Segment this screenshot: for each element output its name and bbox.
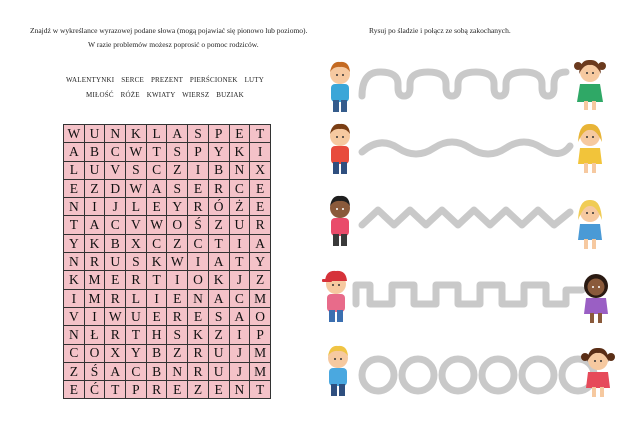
grid-cell[interactable]: W bbox=[126, 179, 147, 197]
grid-cell[interactable]: C bbox=[188, 234, 209, 252]
grid-cell[interactable]: X bbox=[250, 161, 271, 179]
grid-cell[interactable]: K bbox=[146, 253, 167, 271]
grid-cell[interactable]: M bbox=[250, 289, 271, 307]
grid-cell[interactable]: S bbox=[208, 307, 229, 325]
grid-cell[interactable]: O bbox=[167, 216, 188, 234]
trace-path-zigzag[interactable] bbox=[362, 210, 570, 225]
grid-cell[interactable]: R bbox=[208, 179, 229, 197]
grid-cell[interactable]: I bbox=[167, 271, 188, 289]
grid-cell[interactable]: R bbox=[105, 289, 126, 307]
grid-cell[interactable]: A bbox=[146, 179, 167, 197]
girl-yellow-hair-icon bbox=[578, 124, 602, 173]
grid-cell[interactable]: H bbox=[146, 326, 167, 344]
grid-cell[interactable]: W bbox=[167, 253, 188, 271]
grid-cell[interactable]: R bbox=[105, 326, 126, 344]
grid-cell[interactable]: M bbox=[250, 344, 271, 362]
grid-cell[interactable]: J bbox=[229, 271, 250, 289]
grid-cell[interactable]: U bbox=[84, 125, 105, 143]
grid-cell[interactable]: A bbox=[64, 143, 85, 161]
grid-cell[interactable]: I bbox=[188, 253, 209, 271]
grid-cell[interactable]: W bbox=[126, 143, 147, 161]
grid-cell[interactable]: A bbox=[208, 289, 229, 307]
grid-cell[interactable]: V bbox=[64, 307, 85, 325]
grid-cell[interactable]: Ł bbox=[84, 326, 105, 344]
grid-cell[interactable]: Ż bbox=[229, 198, 250, 216]
word-item: WALENTYNKI bbox=[65, 76, 115, 84]
grid-cell[interactable]: C bbox=[105, 216, 126, 234]
grid-cell[interactable]: E bbox=[146, 198, 167, 216]
grid-cell[interactable]: T bbox=[146, 143, 167, 161]
grid-cell[interactable]: A bbox=[208, 253, 229, 271]
grid-cell[interactable]: E bbox=[146, 307, 167, 325]
grid-cell[interactable]: S bbox=[167, 179, 188, 197]
boy-heart-shirt-icon bbox=[330, 196, 350, 246]
grid-cell[interactable]: S bbox=[126, 161, 147, 179]
grid-cell[interactable]: I bbox=[188, 161, 209, 179]
grid-cell[interactable]: C bbox=[126, 362, 147, 380]
grid-cell[interactable]: B bbox=[146, 362, 167, 380]
grid-cell[interactable]: K bbox=[208, 271, 229, 289]
grid-cell[interactable]: I bbox=[84, 307, 105, 325]
trace-path-circles[interactable] bbox=[362, 359, 594, 391]
grid-cell[interactable]: Z bbox=[188, 381, 209, 399]
grid-cell[interactable]: C bbox=[146, 161, 167, 179]
grid-cell[interactable]: M bbox=[250, 362, 271, 380]
grid-cell[interactable]: N bbox=[64, 198, 85, 216]
grid-cell[interactable]: J bbox=[105, 198, 126, 216]
boy-red-shirt-icon bbox=[330, 124, 350, 174]
grid-cell[interactable]: Z bbox=[208, 216, 229, 234]
grid-cell[interactable]: Z bbox=[208, 326, 229, 344]
grid-cell[interactable]: E bbox=[167, 289, 188, 307]
word-item: LUTY bbox=[244, 76, 265, 84]
grid-cell[interactable]: P bbox=[250, 326, 271, 344]
grid-cell[interactable]: Y bbox=[167, 198, 188, 216]
grid-cell[interactable]: M bbox=[84, 289, 105, 307]
trace-path-square-wave[interactable] bbox=[356, 285, 582, 304]
grid-cell[interactable]: V bbox=[105, 161, 126, 179]
grid-cell[interactable]: T bbox=[208, 234, 229, 252]
grid-cell[interactable]: O bbox=[188, 271, 209, 289]
grid-cell[interactable]: R bbox=[84, 253, 105, 271]
grid-cell[interactable]: A bbox=[250, 234, 271, 252]
grid-cell[interactable]: E bbox=[105, 271, 126, 289]
grid-cell[interactable]: P bbox=[126, 381, 147, 399]
grid-cell[interactable]: T bbox=[126, 326, 147, 344]
grid-cell[interactable]: X bbox=[105, 344, 126, 362]
grid-cell[interactable]: N bbox=[64, 253, 85, 271]
grid-cell[interactable]: V bbox=[126, 216, 147, 234]
grid-cell[interactable]: C bbox=[229, 289, 250, 307]
word-item: KWIATY bbox=[146, 91, 176, 99]
word-item: MIŁOŚĆ bbox=[86, 91, 114, 99]
grid-cell[interactable]: L bbox=[146, 125, 167, 143]
grid-cell[interactable]: R bbox=[126, 271, 147, 289]
grid-cell[interactable]: E bbox=[208, 381, 229, 399]
grid-cell[interactable]: T bbox=[229, 253, 250, 271]
grid-cell[interactable]: W bbox=[105, 307, 126, 325]
girl-green-dress-icon bbox=[574, 60, 606, 110]
grid-cell[interactable]: E bbox=[188, 307, 209, 325]
girl-curly-hair-icon bbox=[584, 274, 608, 323]
grid-cell[interactable]: C bbox=[229, 179, 250, 197]
wordsearch-instruction-2: W razie problemów możesz poprosić o pomoc rodziców. bbox=[88, 40, 259, 49]
grid-cell[interactable]: A bbox=[167, 125, 188, 143]
grid-cell[interactable]: B bbox=[146, 344, 167, 362]
grid-cell[interactable]: S bbox=[126, 253, 147, 271]
grid-cell[interactable]: E bbox=[188, 179, 209, 197]
grid-cell[interactable]: S bbox=[167, 143, 188, 161]
grid-cell[interactable]: R bbox=[188, 362, 209, 380]
grid-cell[interactable]: B bbox=[208, 161, 229, 179]
boy-blue-shirt-icon bbox=[330, 62, 350, 112]
grid-cell[interactable]: C bbox=[105, 143, 126, 161]
grid-cell[interactable]: Z bbox=[167, 161, 188, 179]
grid-cell[interactable]: P bbox=[208, 125, 229, 143]
grid-cell[interactable]: E bbox=[250, 198, 271, 216]
grid-cell[interactable]: E bbox=[250, 179, 271, 197]
grid-cell[interactable]: K bbox=[126, 125, 147, 143]
grid-cell[interactable]: K bbox=[84, 234, 105, 252]
grid-cell[interactable]: I bbox=[229, 234, 250, 252]
grid-cell[interactable]: D bbox=[105, 179, 126, 197]
grid-cell[interactable]: R bbox=[146, 381, 167, 399]
grid-cell[interactable]: P bbox=[188, 143, 209, 161]
grid-cell[interactable]: N bbox=[229, 381, 250, 399]
grid-cell[interactable]: Ś bbox=[188, 216, 209, 234]
grid-cell[interactable]: X bbox=[126, 234, 147, 252]
grid-cell[interactable]: U bbox=[229, 216, 250, 234]
grid-cell[interactable]: R bbox=[188, 198, 209, 216]
grid-cell[interactable]: Z bbox=[84, 179, 105, 197]
grid-cell[interactable]: T bbox=[250, 381, 271, 399]
grid-cell[interactable]: N bbox=[229, 161, 250, 179]
grid-cell[interactable]: Y bbox=[208, 143, 229, 161]
grid-cell[interactable]: T bbox=[146, 271, 167, 289]
word-item: BUZIAK bbox=[216, 91, 244, 99]
grid-cell[interactable]: B bbox=[84, 143, 105, 161]
grid-cell[interactable]: T bbox=[250, 125, 271, 143]
grid-cell[interactable]: L bbox=[126, 198, 147, 216]
grid-cell[interactable]: I bbox=[250, 143, 271, 161]
word-item: RÓŻE bbox=[120, 91, 140, 99]
grid-cell[interactable]: B bbox=[105, 234, 126, 252]
grid-cell[interactable]: Z bbox=[167, 344, 188, 362]
grid-cell[interactable]: U bbox=[84, 161, 105, 179]
grid-cell[interactable]: L bbox=[64, 161, 85, 179]
grid-cell[interactable]: O bbox=[250, 307, 271, 325]
word-item: SERCE bbox=[121, 76, 144, 84]
grid-cell[interactable]: M bbox=[84, 271, 105, 289]
grid-cell[interactable]: Y bbox=[126, 344, 147, 362]
grid-cell[interactable]: I bbox=[84, 198, 105, 216]
grid-cell[interactable]: Z bbox=[64, 362, 85, 380]
trace-path-meander[interactable] bbox=[362, 72, 566, 96]
grid-cell[interactable]: K bbox=[188, 326, 209, 344]
grid-cell[interactable]: A bbox=[229, 307, 250, 325]
grid-cell[interactable]: E bbox=[64, 381, 85, 399]
grid-cell[interactable]: J bbox=[229, 344, 250, 362]
grid-cell[interactable]: J bbox=[229, 362, 250, 380]
grid-cell[interactable]: Y bbox=[64, 234, 85, 252]
boy-blonde-icon bbox=[328, 346, 348, 396]
grid-cell[interactable]: Y bbox=[250, 253, 271, 271]
grid-cell[interactable]: U bbox=[208, 362, 229, 380]
grid-cell[interactable]: C bbox=[146, 234, 167, 252]
word-item: PREZENT bbox=[150, 76, 183, 84]
grid-cell[interactable]: E bbox=[229, 125, 250, 143]
grid-cell[interactable]: E bbox=[167, 381, 188, 399]
grid-cell[interactable]: N bbox=[188, 289, 209, 307]
grid-cell[interactable]: I bbox=[146, 289, 167, 307]
grid-cell[interactable]: U bbox=[208, 344, 229, 362]
grid-cell[interactable]: L bbox=[126, 289, 147, 307]
word-item: WIERSZ bbox=[182, 91, 210, 99]
word-item: PIERŚCIONEK bbox=[189, 76, 238, 84]
trace-path-wave[interactable] bbox=[362, 142, 570, 154]
grid-cell[interactable]: T bbox=[64, 216, 85, 234]
boy-red-cap-icon bbox=[322, 271, 347, 322]
grid-cell[interactable]: N bbox=[167, 362, 188, 380]
grid-cell[interactable]: U bbox=[126, 307, 147, 325]
grid-cell[interactable]: E bbox=[64, 179, 85, 197]
grid-cell[interactable]: Z bbox=[167, 234, 188, 252]
tracing-instruction: Rysuj po śladzie i połącz ze sobą zakochanych. bbox=[369, 26, 511, 35]
grid-cell[interactable]: R bbox=[167, 307, 188, 325]
grid-cell[interactable]: W bbox=[146, 216, 167, 234]
grid-cell[interactable]: S bbox=[188, 125, 209, 143]
grid-cell[interactable]: O bbox=[84, 344, 105, 362]
grid-cell[interactable]: N bbox=[105, 125, 126, 143]
grid-cell[interactable]: I bbox=[64, 289, 85, 307]
grid-cell[interactable]: Ó bbox=[208, 198, 229, 216]
grid-cell[interactable]: I bbox=[229, 326, 250, 344]
grid-cell[interactable]: R bbox=[250, 216, 271, 234]
wordsearch-instruction-1: Znajdź w wykreślance wyrazowej podane słowa (mogą pojawiać się pionowo lub poziomo). bbox=[30, 26, 308, 35]
grid-cell[interactable]: S bbox=[167, 326, 188, 344]
grid-cell[interactable]: C bbox=[64, 344, 85, 362]
grid-cell[interactable]: Ć bbox=[84, 381, 105, 399]
grid-cell[interactable]: Ś bbox=[84, 362, 105, 380]
grid-cell[interactable]: T bbox=[105, 381, 126, 399]
grid-cell[interactable]: U bbox=[105, 253, 126, 271]
grid-cell[interactable]: R bbox=[188, 344, 209, 362]
grid-cell[interactable]: K bbox=[229, 143, 250, 161]
grid-cell[interactable]: K bbox=[64, 271, 85, 289]
grid-cell[interactable]: Z bbox=[250, 271, 271, 289]
girl-blonde-icon bbox=[578, 200, 602, 249]
grid-cell[interactable]: A bbox=[105, 362, 126, 380]
grid-cell[interactable]: N bbox=[64, 326, 85, 344]
grid-cell[interactable]: W bbox=[64, 125, 85, 143]
grid-cell[interactable]: A bbox=[84, 216, 105, 234]
